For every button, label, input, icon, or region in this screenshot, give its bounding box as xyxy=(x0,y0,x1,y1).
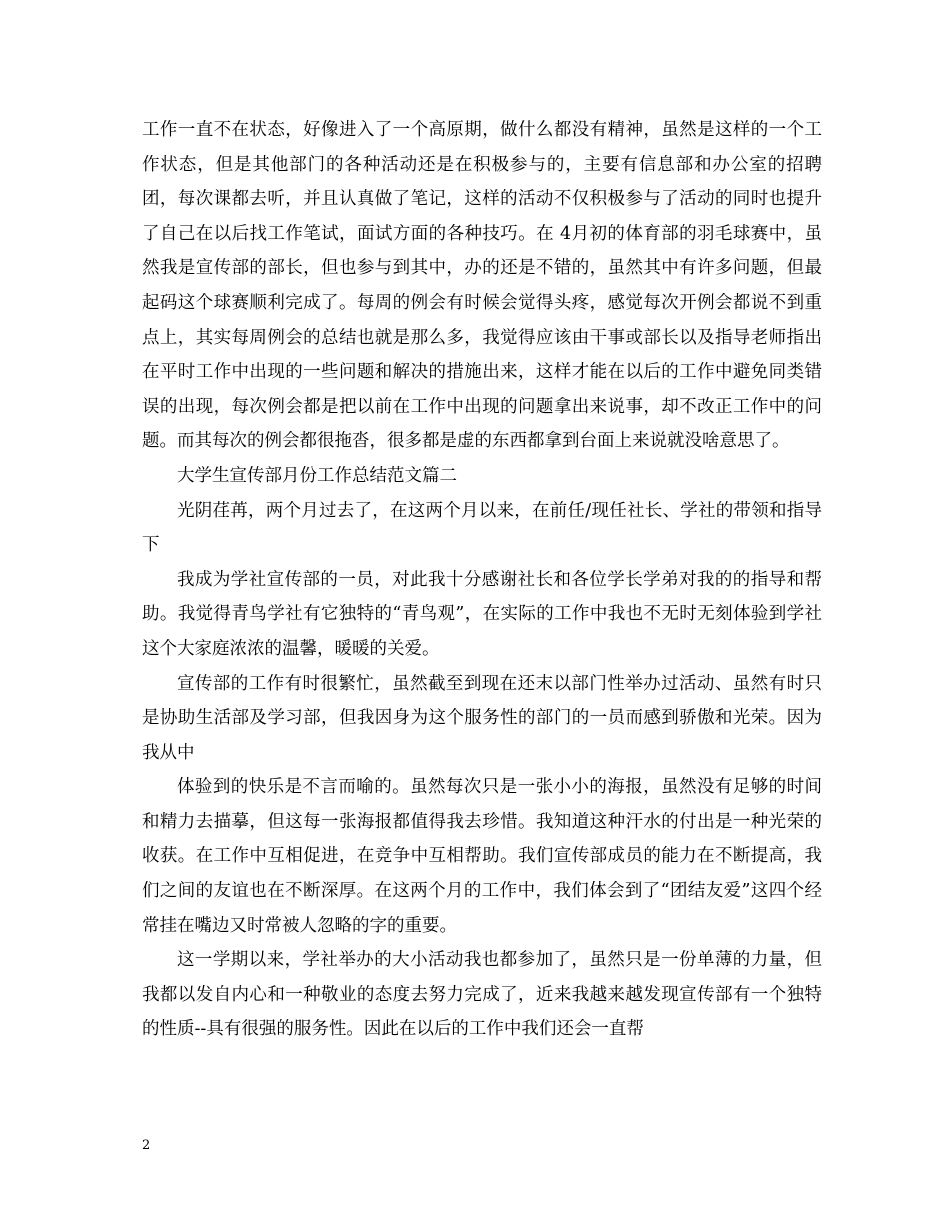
paragraph-3: 光阴荏苒，两个月过去了，在这两个月以来，在前任/现任社长、学社的带领和指导下 xyxy=(142,500,822,556)
paragraph-5: 宣传部的工作有时很繁忙，虽然截至到现在还末以部门性举办过活动、虽然有时只是协助生活部及学习部，但我因身为这个服务性的部门的一员而感到骄傲和光荣。因为我从中 xyxy=(142,673,822,763)
paragraph-7: 这一学期以来，学社举办的大小活动我也都参加了，虽然只是一份单薄的力量，但我都以发自内心和一种敬业的态度去努力完成了，近来我越来越发现宣传部有一个独特的性质--具有很强的服务性。因此在以后的工作中我们还会一直帮 xyxy=(142,950,822,1040)
page-number: 2 xyxy=(142,1138,151,1153)
paragraph-1: 工作一直不在状态，好像进入了一个高原期，做什么都没有精神，虽然是这样的一个工作状态，但是其他部门的各种活动还是在积极参与的，主要有信息部和办公室的招聘团，每次课都去听，并且认真做了笔记，这样的活动不仅积极参与了活动的同时也提升了自己在以后找工作笔试，面试方面的各种技巧。在 4月初的体育部的羽毛球赛中，虽然我是宣传部的部长，但也参与到其中，办的还是不错的，虽然其中有许多问题，但最起码这个球赛顺利完成了。每周的例会有时候会觉得头疼，感觉每次开例会都说不到重点上，其实每周例会的总结也就是那么多，我觉得应该由干事或部长以及指导老师指出在平时工作中出现的一些问题和解决的措施出来，这样才能在以后的工作中避免同类错误的出现，每次例会都是把以前在工作中出现的问题拿出来说事，却不改正工作中的问题。而其每次的例会都很拖沓，很多都是虚的东西都拿到台面上来说就没啥意思了。 xyxy=(142,120,822,452)
section-heading: 大学生宣传部月份工作总结范文篇二 xyxy=(177,465,457,486)
paragraph-4: 我成为学社宣传部的一员，对此我十分感谢社长和各位学长学弟对我的的指导和帮助。我觉得青鸟学社有它独特的“青鸟观”，在实际的工作中我也不无时无刻体验到学社这个大家庭浓浓的温馨，暖暖的关爱。 xyxy=(142,569,822,659)
document-body xyxy=(142,113,822,1047)
paragraph-6: 体验到的快乐是不言而喻的。虽然每次只是一张小小的海报，虽然没有足够的时间和精力去描摹，但这每一张海报都值得我去珍惜。我知道这种汗水的付出是一种光荣的收获。在工作中互相促进，在竞争中互相帮助。我们宣传部成员的能力在不断提高，我们之间的友谊也在不断深厚。在这两个月的工作中，我们体会到了“团结友爱”这四个经常挂在嘴边又时常被人忽略的字的重要。 xyxy=(142,777,822,936)
